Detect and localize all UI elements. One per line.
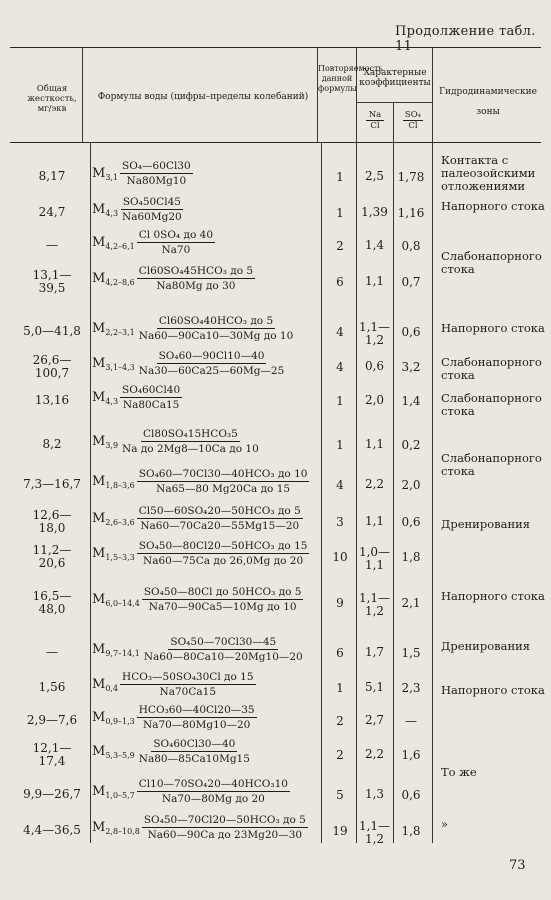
formula-m: M — [92, 235, 106, 250]
so4-cl-ratio: 0,8 — [401, 239, 421, 253]
header-divider — [317, 48, 318, 143]
formula-fraction — [137, 778, 290, 805]
formula-fraction — [137, 350, 287, 377]
hardness-value: 2,9—7,6 — [26, 713, 78, 727]
formula-fraction — [137, 738, 252, 765]
repeat-count: 10 — [332, 550, 348, 564]
formula-cations: Na60—90Ca до 23Mg20—30 — [147, 829, 303, 841]
formula-cations: Na60—80Ca10—20Mg10—20 — [143, 651, 303, 663]
so4-cl-ratio: 0,2 — [401, 438, 421, 452]
formula-mineralization: 4,2–8,6 — [105, 278, 135, 287]
na-cl-ratio: 2,2 — [364, 477, 385, 491]
repeat-count: 6 — [336, 275, 344, 289]
body-divider — [321, 143, 322, 843]
zone-label: Напорного стока — [441, 321, 545, 335]
na-cl-ratio: 1,4 — [364, 238, 385, 252]
formula-anions: Cl50—60SO₄20—50HCO₃ до 5 — [138, 505, 301, 517]
formula-anions: SO₄50—80Cl до 50HCO₃ до 5 — [143, 586, 302, 598]
repeat-count: 2 — [336, 748, 344, 762]
formula-mineralization: 5,3–5,9 — [105, 751, 135, 760]
repeat-count: 2 — [336, 239, 344, 253]
na-cl-ratio: 2,0 — [364, 393, 385, 407]
formula-m: M — [92, 546, 106, 561]
header-zones: Гидродинамические зоны — [439, 87, 537, 117]
hardness-value: 7,3—16,7 — [23, 477, 81, 491]
hardness-value: 1,56 — [38, 680, 66, 694]
header-divider — [356, 48, 357, 143]
formula-cations: Na60—75Ca до 26,0Mg до 20 — [143, 555, 304, 567]
so4-cl-ratio: 1,16 — [397, 206, 425, 220]
table-top-rule — [10, 47, 541, 48]
formula-anions: Cl60SO₄45HCO₃ до 5 — [138, 265, 254, 277]
formula-cations: Na60—90Ca10—30Mg до 10 — [138, 330, 294, 342]
so4-cl-ratio: 1,8 — [401, 824, 421, 838]
zone-label: Напорного стока — [441, 199, 545, 213]
na-cl-ratio: 1,1 — [364, 514, 385, 528]
hardness-value: 11,2—20,6 — [32, 543, 72, 570]
formula-m: M — [92, 390, 106, 405]
formula-m: M — [92, 166, 106, 181]
formula-mineralization: 3,1 — [105, 173, 119, 182]
zone-label: Слабонапорного стока — [441, 249, 542, 276]
hardness-value: — — [46, 238, 58, 252]
formula-fraction — [142, 636, 305, 663]
formula-mineralization: 1,0–5,7 — [105, 791, 135, 800]
header-cl: Cl — [408, 121, 418, 131]
hardness-value: 13,1—39,5 — [32, 268, 72, 295]
formula-m: M — [92, 784, 106, 799]
formula-cations: Na80Mg до 30 — [156, 280, 236, 292]
header-divider — [432, 48, 433, 143]
formula-anions: HCO₃—50SO₄30Cl до 15 — [122, 671, 254, 683]
formula-fraction — [142, 814, 308, 841]
so4-cl-ratio: 0,6 — [401, 325, 421, 339]
formula-cations: Na60—70Ca20—55Mg15—20 — [140, 520, 300, 532]
formula-anions: SO₄60—90Cl10—40 — [158, 350, 265, 362]
formula-m: M — [92, 820, 106, 835]
formula-cations: Na80—85Ca10Mg15 — [138, 753, 250, 765]
formula-mineralization: 0,9–1,3 — [105, 717, 135, 726]
hardness-value: 4,4—36,5 — [23, 823, 81, 837]
formula-mineralization: 9,7–14,1 — [105, 649, 140, 658]
formula-fraction — [137, 704, 257, 731]
formula-mineralization: 3,9 — [105, 441, 119, 450]
formula-fraction — [137, 265, 255, 292]
na-cl-ratio: 1,1 — [364, 274, 385, 288]
header-na-cl — [358, 110, 392, 131]
formula-anions: SO₄60Cl30—40 — [153, 738, 236, 750]
formula-mineralization: 1,8–3,6 — [105, 481, 135, 490]
hardness-value: 12,6—18,0 — [32, 508, 72, 535]
zone-label: Напорного стока — [441, 683, 545, 697]
so4-cl-ratio: 2,3 — [401, 681, 421, 695]
formula-cations: Na80Mg10 — [126, 175, 187, 187]
repeat-count: 5 — [336, 788, 344, 802]
repeat-count: 1 — [336, 206, 344, 220]
formula-anions: SO₄50—70Cl30—45 — [170, 636, 277, 648]
repeat-count: 1 — [336, 170, 344, 184]
repeat-count: 1 — [336, 681, 344, 695]
so4-cl-ratio: 3,2 — [401, 360, 421, 374]
formula-mineralization: 2,6–3,6 — [105, 518, 135, 527]
so4-cl-ratio: 1,8 — [401, 550, 421, 564]
table-continuation-label: Продолжение табл. 11 — [395, 24, 536, 54]
na-cl-ratio: 0,6 — [364, 359, 385, 373]
formula-mineralization: 2,2–3,1 — [105, 328, 135, 337]
repeat-count: 4 — [336, 478, 344, 492]
header-divider — [82, 48, 83, 143]
hardness-value: 16,5—48,0 — [32, 589, 72, 616]
hardness-value: — — [46, 645, 58, 659]
na-cl-ratio: 2,7 — [364, 713, 385, 727]
formula-fraction — [142, 586, 304, 613]
page-number: 73 — [509, 858, 526, 873]
repeat-count: 6 — [336, 646, 344, 660]
formula-fraction — [120, 384, 182, 411]
header-cl: Cl — [370, 121, 380, 131]
hardness-value: 24,7 — [38, 205, 66, 219]
formula-m: M — [92, 677, 106, 692]
formula-m: M — [92, 592, 106, 607]
formula-mineralization: 3,1–4,3 — [105, 363, 135, 372]
formula-mineralization: 4,3 — [105, 397, 119, 406]
formula-mineralization: 4,3 — [105, 209, 119, 218]
formula-m: M — [92, 356, 106, 371]
na-cl-ratio: 1,1—1,2 — [358, 320, 391, 347]
formula-fraction — [137, 540, 310, 567]
formula-m: M — [92, 744, 106, 759]
hardness-value: 5,0—41,8 — [23, 324, 81, 338]
header-so4-cl — [395, 110, 431, 131]
formula-fraction — [137, 468, 310, 495]
na-cl-ratio: 1,1—1,2 — [358, 819, 391, 846]
na-cl-ratio: 2,5 — [364, 169, 385, 183]
formula-fraction — [137, 315, 295, 342]
header-na: Na — [366, 110, 384, 121]
formula-cations: Na60Mg20 — [122, 211, 182, 223]
header-coefficients: Характерные коэффициенты — [359, 68, 431, 88]
formula-cations: Na65—80 Mg20Ca до 15 — [156, 483, 291, 495]
formula-m: M — [92, 321, 106, 336]
formula-anions: HCO₃60—40Cl20—35 — [138, 704, 255, 716]
formula-cations: Na30—60Ca25—60Mg—25 — [138, 365, 285, 377]
so4-cl-ratio: 1,6 — [401, 748, 421, 762]
repeat-count: 2 — [336, 714, 344, 728]
formula-anions: Cl10—70SO₄20—40HCO₃10 — [138, 778, 288, 790]
formula-fraction — [120, 671, 255, 698]
na-cl-ratio: 1,3 — [364, 787, 385, 801]
formula-cations: Na70—90Ca5—10Mg до 10 — [148, 601, 297, 613]
header-so4: SO₄ — [404, 110, 422, 120]
formula-anions: Cl 0SO₄ до 40 — [138, 229, 214, 241]
formula-anions: SO₄50—80Cl20—50HCO₃ до 15 — [138, 540, 308, 552]
so4-cl-ratio: 1,5 — [401, 646, 421, 660]
zone-label: » — [441, 817, 449, 831]
formula-fraction — [120, 160, 193, 187]
zone-label: Напорного стока — [441, 589, 545, 603]
na-cl-ratio: 1,1—1,2 — [358, 591, 391, 618]
formula-fraction — [137, 229, 215, 256]
body-divider — [90, 143, 91, 843]
repeat-count: 1 — [336, 438, 344, 452]
so4-cl-ratio: 0,6 — [401, 788, 421, 802]
formula-cations: Na70—80Mg до 20 — [161, 793, 265, 805]
hardness-value: 12,1—17,4 — [32, 741, 72, 768]
zone-label: Дренирования — [441, 517, 531, 531]
formula-fraction — [120, 428, 261, 455]
na-cl-ratio: 1,39 — [361, 205, 388, 219]
hardness-value: 13,16 — [34, 393, 70, 407]
formula-anions: SO₄50Cl45 — [122, 196, 181, 208]
formula-m: M — [92, 202, 106, 217]
hardness-value: 8,17 — [38, 169, 66, 183]
na-cl-ratio: 2,2 — [364, 747, 385, 761]
formula-anions: SO₄60—70Cl30—40HCO₃ до 10 — [138, 468, 308, 480]
so4-cl-ratio: 2,1 — [401, 596, 421, 610]
formula-cations: Na80Ca15 — [122, 399, 180, 411]
header-repeat: Повторяемость данной формулы — [318, 64, 383, 93]
zone-label: Слабонапорного стока — [441, 355, 542, 382]
repeat-count: 9 — [336, 596, 344, 610]
formula-fraction — [137, 505, 303, 532]
header-divider — [393, 102, 394, 143]
zone-label: Слабонапорного стока — [441, 451, 542, 478]
formula-cations: Na70Ca15 — [159, 686, 217, 698]
hardness-value: 9,9—26,7 — [23, 787, 81, 801]
so4-cl-ratio: 1,78 — [397, 170, 425, 184]
repeat-count: 1 — [336, 394, 344, 408]
so4-cl-ratio: 1,4 — [401, 394, 421, 408]
formula-m: M — [92, 642, 106, 657]
formula-mineralization: 2,8–10,8 — [105, 827, 140, 836]
repeat-count: 3 — [336, 515, 344, 529]
formula-m: M — [92, 474, 106, 489]
zone-label: Контакта с палеозойскими отложениями — [441, 153, 536, 193]
header-hardness: Общая жесткость, мг/экв — [27, 84, 77, 114]
formula-cations: Na до 2Mg8—10Ca до 10 — [122, 443, 259, 455]
formula-anions: SO₄—60Cl30 — [122, 160, 191, 172]
zone-label: Слабонапорного стока — [441, 391, 542, 418]
body-divider — [432, 143, 433, 843]
formula-mineralization: 6,0–14,4 — [105, 599, 140, 608]
formula-anions: Cl80SO₄15HCO₃5 — [143, 428, 238, 440]
na-cl-ratio: 1,1 — [364, 437, 385, 451]
so4-cl-ratio: 2,0 — [401, 478, 421, 492]
formula-m: M — [92, 511, 106, 526]
so4-cl-ratio: 0,6 — [401, 515, 421, 529]
formula-anions: Cl60SO₄40HCO₃ до 5 — [158, 315, 274, 327]
formula-m: M — [92, 710, 106, 725]
formula-anions: SO₄50—70Cl20—50HCO₃ до 5 — [143, 814, 306, 826]
header-formulas: Формулы воды (цифры–пределы колебаний) — [97, 92, 309, 102]
hardness-value: 8,2 — [42, 437, 62, 451]
formula-mineralization: 4,2–6,1 — [105, 242, 135, 251]
formula-mineralization: 0,4 — [105, 684, 119, 693]
na-cl-ratio: 1,7 — [364, 645, 385, 659]
zone-label: Дренирования — [441, 639, 531, 653]
coef-divider — [356, 102, 432, 103]
formula-m: M — [92, 434, 106, 449]
so4-cl-ratio: 0,7 — [401, 275, 421, 289]
na-cl-ratio: 5,1 — [364, 680, 385, 694]
formula-mineralization: 1,5–3,3 — [105, 553, 135, 562]
repeat-count: 4 — [336, 360, 344, 374]
formula-anions: SO₄60Cl40 — [122, 384, 181, 396]
repeat-count: 19 — [332, 824, 348, 838]
hardness-value: 26,6—100,7 — [32, 353, 72, 380]
formula-cations: Na70 — [161, 244, 191, 256]
na-cl-ratio: 1,0—1,1 — [358, 545, 391, 572]
zone-label: То же — [441, 765, 477, 779]
formula-fraction — [120, 196, 184, 223]
formula-cations: Na70—80Mg10—20 — [143, 719, 251, 731]
formula-m: M — [92, 271, 106, 286]
repeat-count: 4 — [336, 325, 344, 339]
so4-cl-ratio: — — [405, 714, 417, 728]
